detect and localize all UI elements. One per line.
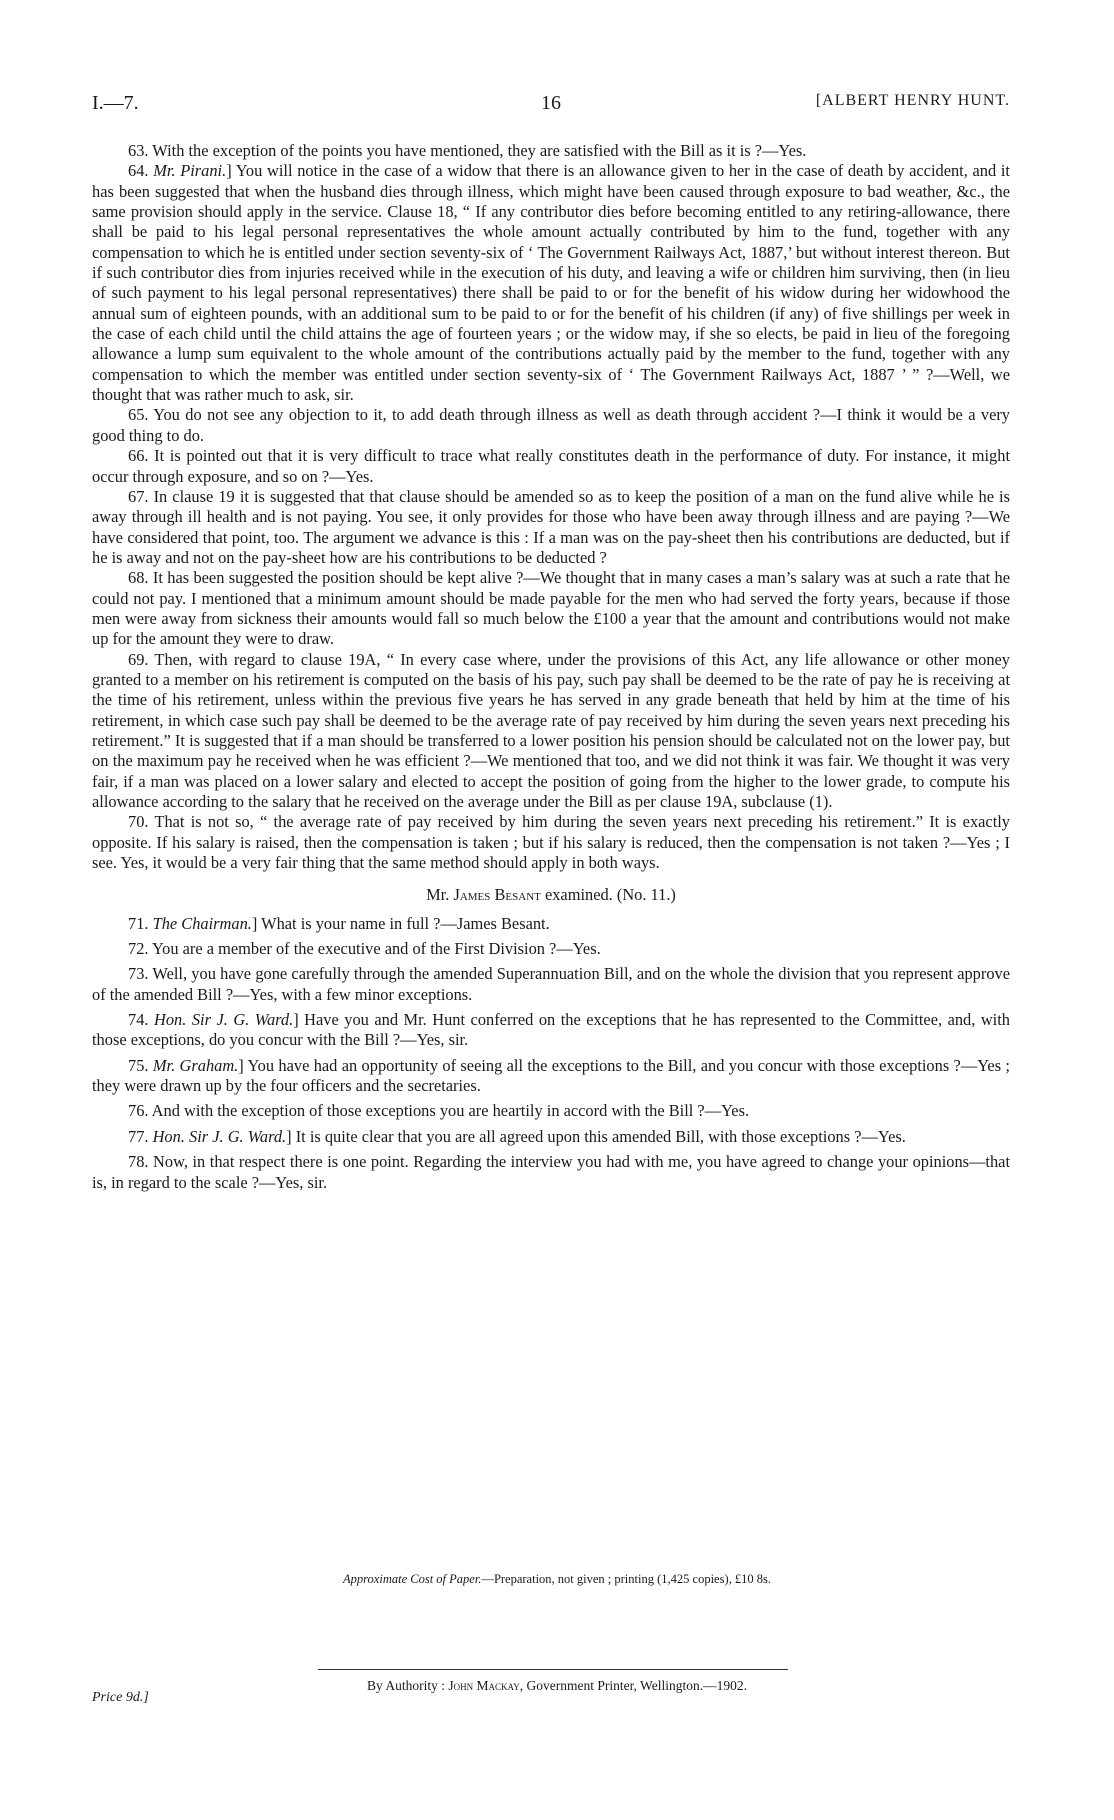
testimony-hunt [92, 141, 1010, 873]
speaker: Hon. Sir J. G. Ward. [154, 1010, 294, 1030]
testimony-besant [92, 914, 1010, 1193]
paragraph: 72. You are a member of the executive and of the First Division ?—Yes. [128, 939, 601, 959]
document-code: I.—7. [92, 92, 139, 114]
page-number: 16 [541, 92, 561, 114]
paragraph: 71. The Chairman.] What is your name in full ?—James Besant. [128, 913, 550, 933]
speaker: The Chairman. [152, 913, 252, 933]
printer-imprint: By Authority : John Mackay, Government Printer, Wellington.—1902. [367, 1678, 747, 1693]
paragraph: 66. It is pointed out that it is very difficult to trace what really constitutes death in the performance of duty. For instance, it might occur through exposure, and so on ?—Yes. [92, 446, 1010, 486]
paragraph: 75. Mr. Graham.] You have had an opportunity of seeing all the exceptions to the Bill, and you concur with those exceptions ?—Yes ; they were drawn up by the four officers and the secretaries. [92, 1055, 1010, 1096]
witness-name: James Besant [453, 885, 541, 905]
paragraph: 70. That is not so, “ the average rate of pay received by him during the seven years next preceding his retirement.” It is exactly opposite. If his salary is raised, then the compensation is taken ; but if his salary is reduced, then the compensation is not taken ?—Yes ; I see. Yes, it would be a very fair thing that the same method should apply in both ways. [92, 812, 1010, 873]
paragraph: 76. And with the exception of those exceptions you are heartily in accord with the Bill ?—Yes. [128, 1101, 750, 1121]
paragraph: 63. With the exception of the points you have mentioned, they are satisfied with the Bill as it is ?—Yes. [128, 141, 807, 160]
paragraph: 65. You do not see any objection to it, to add death through illness as well as death through accident ?—I think it would be a very good thing to do. [92, 405, 1010, 445]
cost-note: Approximate Cost of Paper.—Preparation, not given ; printing (1,425 copies), £10 8s. [343, 1572, 771, 1586]
speaker: Mr. Graham. [152, 1055, 239, 1075]
document-body [92, 141, 1010, 1193]
section-heading: Mr. James Besant examined. (No. 11.) [426, 885, 676, 905]
running-head: [ALBERT HENRY HUNT. [815, 92, 1010, 109]
footer-divider [318, 1669, 788, 1670]
paragraph: 73. Well, you have gone carefully through the amended Superannuation Bill, and on the whole the division that you represent approve of the amended Bill ?—Yes, with a few minor exceptions. [92, 964, 1010, 1004]
paragraph: 78. Now, in that respect there is one point. Regarding the interview you had with me, you have agreed to change your opinions—that is, in regard to the scale ?—Yes, sir. [92, 1152, 1010, 1192]
paragraph: 74. Hon. Sir J. G. Ward.] Have you and Mr. Hunt conferred on the exceptions that he has represented to the Committee, and, with those exceptions, do you concur with the Bill ?—Yes, sir. [92, 1010, 1010, 1050]
paragraph: 64. Mr. Pirani.] You will notice in the case of a widow that there is an allowance given to her in the case of death by accident, and it has been suggested that when the husband dies through illness, which might have been caused through exposure to bad weather, &c., the same provision should apply in the service. Clause 18, “ If any contributor dies before becoming entitled to any retiring-allowance, there shall be paid to his legal personal representatives the whole amount actually contributed by him to the fund, together with any compensation to which he is entitled under section seventy-six of ‘ The Government Railways Act, 1887,’ but without interest thereon. But if such contributor dies from injuries received while in the execution of his duty, and leaving a wife or children him surviving, then (in lieu of such payment to his legal personal representatives) there shall be paid to or for the benefit of his widow during her widowhood the annual sum of eighteen pounds, with an additional sum to be paid to or for the benefit of his children (if any) of five shillings per week in the case of each child until the child attains the age of fourteen years ; or the widow may, if she so elects, be paid in lieu of the foregoing allowance a lump sum equivalent to the whole amount of the contributions actually paid by the member to the fund, together with any compensation to which the member was entitled under section seventy-six of ‘ The Government Railways Act, 1887 ’ ” ?—Well, we thought that was rather much to ask, sir. [92, 161, 1010, 405]
paragraph: 68. It has been suggested the position should be kept alive ?—We thought that in many cases a man’s salary was at such a rate that he could not pay. I mentioned that a minimum amount should be made payable for the men who had served the forty years, because if those men were away from sickness their amounts would fall so much below the £100 a year that the amount and contributions would not make up for the amount they were to draw. [92, 568, 1010, 649]
speaker: Mr. Pirani. [153, 161, 227, 181]
paragraph: 77. Hon. Sir J. G. Ward.] It is quite clear that you are all agreed upon this amended Bill, with those exceptions ?—Yes. [128, 1126, 906, 1146]
paragraph: 67. In clause 19 it is suggested that that clause should be amended so as to keep the position of a man on the fund alive while he is away through ill health and is not paying. You see, it only provides for those who have been away through illness and are paying ?—We have considered that point, too. The argument we advance is this : If a man was on the pay-sheet then his contributions are deducted, but if he is away and not on the pay-sheet how are his contributions to be deducted ? [92, 486, 1010, 567]
paragraph: 69. Then, with regard to clause 19A, “ In every case where, under the provisions of this Act, any life allowance or other money granted to a member on his retirement is computed on the basis of his pay, such pay shall be deemed to be the rate of pay he is receiving at the time of his retirement, unless within the previous five years he has served in any grade beneath that held by him at the time of his retirement, in which case such pay shall be deemed to be the average rate of pay received by him during the seven years next preceding his retirement.” It is suggested that if a man should be transferred to a lower position his pension should be calculated not on the lower pay, but on the maximum pay he received when he was efficient ?—We mentioned that too, and we did not think it was fair. We thought it was very fair, if a man was placed on a lower salary and elected to accept the position of going from the higher to the lower grade, to compute his allowance according to the salary that he received on the average under the Bill as per clause 19A, subclause (1). [92, 649, 1010, 811]
page-header [92, 92, 1010, 118]
price-note: Price 9d.] [92, 1690, 149, 1705]
speaker: Hon. Sir J. G. Ward. [152, 1126, 287, 1146]
